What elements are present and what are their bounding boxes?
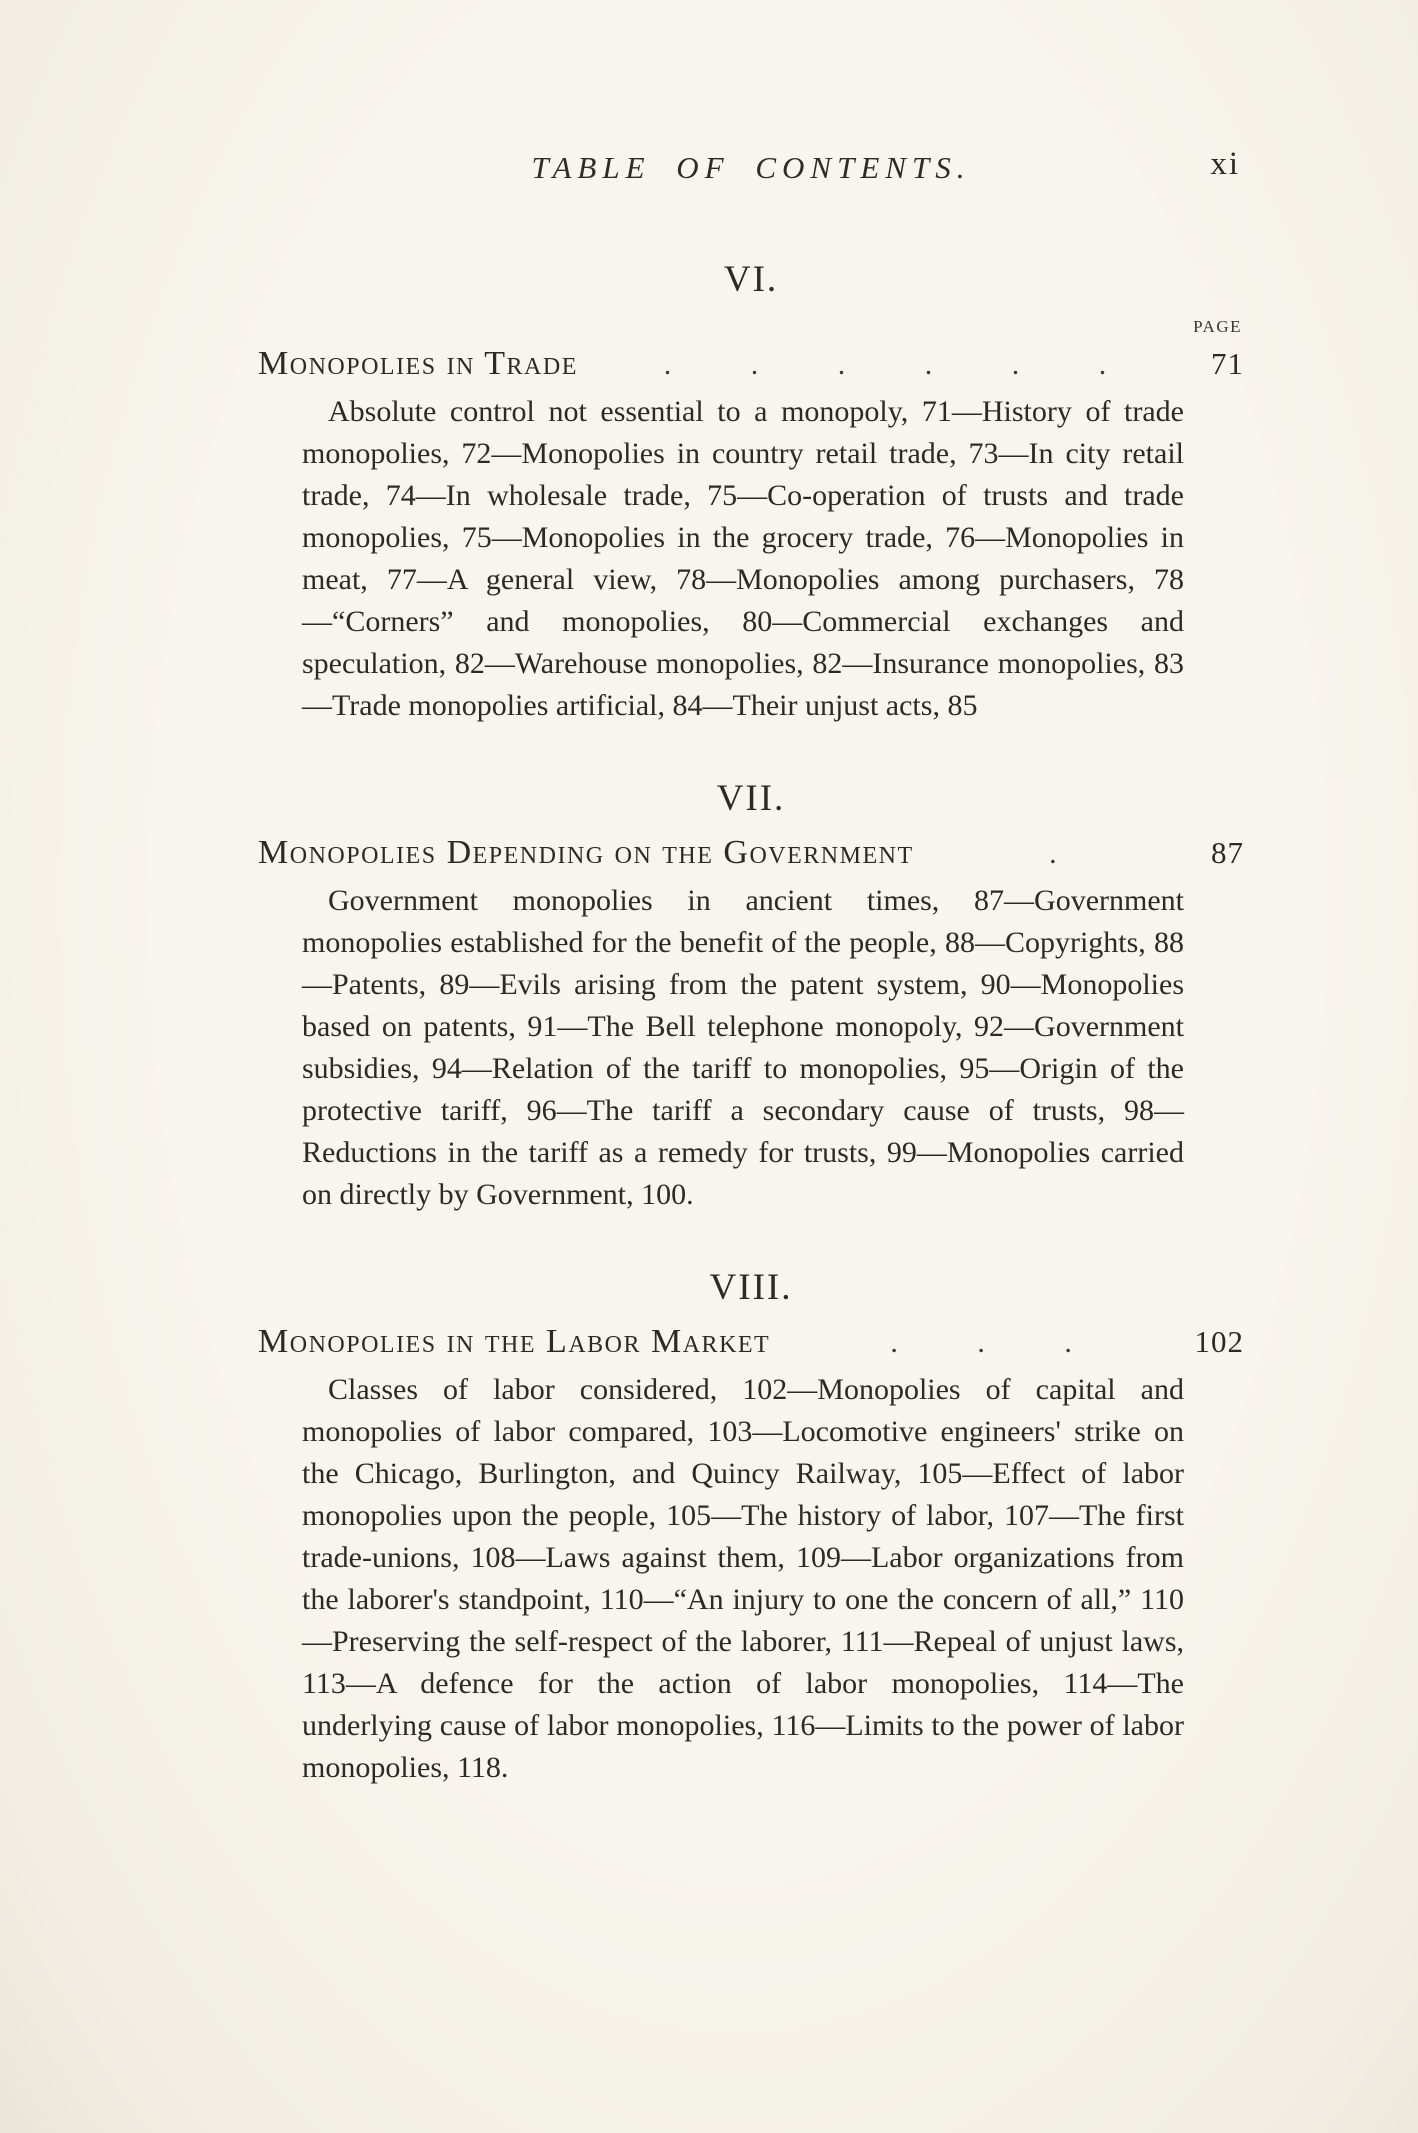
- toc-entry: [258, 345, 1244, 383]
- entry-title: Monopolies in Trade: [258, 345, 578, 382]
- entry-title: Monopolies Depending on the Government: [258, 834, 914, 871]
- entry-summary: Absolute control not essential to a monopoly, 71—History of trade monopolies, 72—Monopolies in country retail trade, 73—In city retail trade, 74—In wholesale trade, 75—Co-operation of trusts and trade monopolies, 75—Monopolies in the grocery trade, 76—Monopolies in meat, 77—A general view, 78—Monopolies among purchasers, 78—“Corners” and monopolies, 80—Commercial exchanges and speculation, 82—Warehouse monopolies, 82—Insurance monopolies, 83—Trade monopolies artificial, 84—Their unjust acts, 85: [302, 395, 1184, 722]
- toc-entry: [258, 1323, 1244, 1361]
- toc-content: [258, 146, 1244, 1789]
- entry-page-number: 87: [1211, 835, 1244, 870]
- toc-section-vi: [258, 258, 1244, 727]
- page-column-label: PAGE: [1193, 317, 1242, 336]
- dot-leader: . . .: [890, 1326, 1072, 1359]
- entry-page-number: 102: [1194, 1324, 1244, 1359]
- entry-page-number: 71: [1211, 346, 1244, 381]
- toc-section-viii: [258, 1266, 1244, 1789]
- entry-summary: Classes of labor considered, 102—Monopolies of capital and monopolies of labor compared, 103—Locomotive engineers' strike on the Chicago, Burlington, and Quincy Railway, 105—Effect of labor monopolies upon the people, 105—The history of labor, 107—The first trade-unions, 108—Laws against them, 109—Labor organizations from the laborer's standpoint, 110—“An injury to one the concern of all,” 110—Preserving the self-respect of the laborer, 111—Repeal of unjust laws, 113—A defence for the action of labor monopolies, 114—The underlying cause of labor monopolies, 116—Limits to the power of labor monopolies, 118.: [302, 1373, 1184, 1784]
- entry-summary: Government monopolies in ancient times, 87—Government monopolies established for the benefit of the people, 88—Copyrights, 88—Patents, 89—Evils arising from the patent system, 90—Monopolies based on patents, 91—The Bell telephone monopoly, 92—Government subsidies, 94—Relation of the tariff to monopolies, 95—Origin of the protective tariff, 96—The tariff a secondary cause of trusts, 98—Reductions in the tariff as a remedy for trusts, 99—Monopolies carried on directly by Government, 100.: [302, 884, 1184, 1211]
- page-title: TABLE OF CONTENTS.: [531, 150, 971, 185]
- toc-header: [258, 146, 1244, 208]
- folio-page-number: xi: [1210, 146, 1240, 182]
- toc-entry: [258, 834, 1244, 872]
- toc-section-vii: [258, 777, 1244, 1216]
- section-numeral: VII.: [716, 778, 786, 819]
- dot-leader: . . . . . .: [663, 348, 1107, 381]
- entry-title: Monopolies in the Labor Market: [258, 1323, 771, 1360]
- section-numeral: VI.: [723, 259, 779, 300]
- dot-leader: .: [1049, 837, 1057, 870]
- section-numeral: VIII.: [709, 1267, 793, 1308]
